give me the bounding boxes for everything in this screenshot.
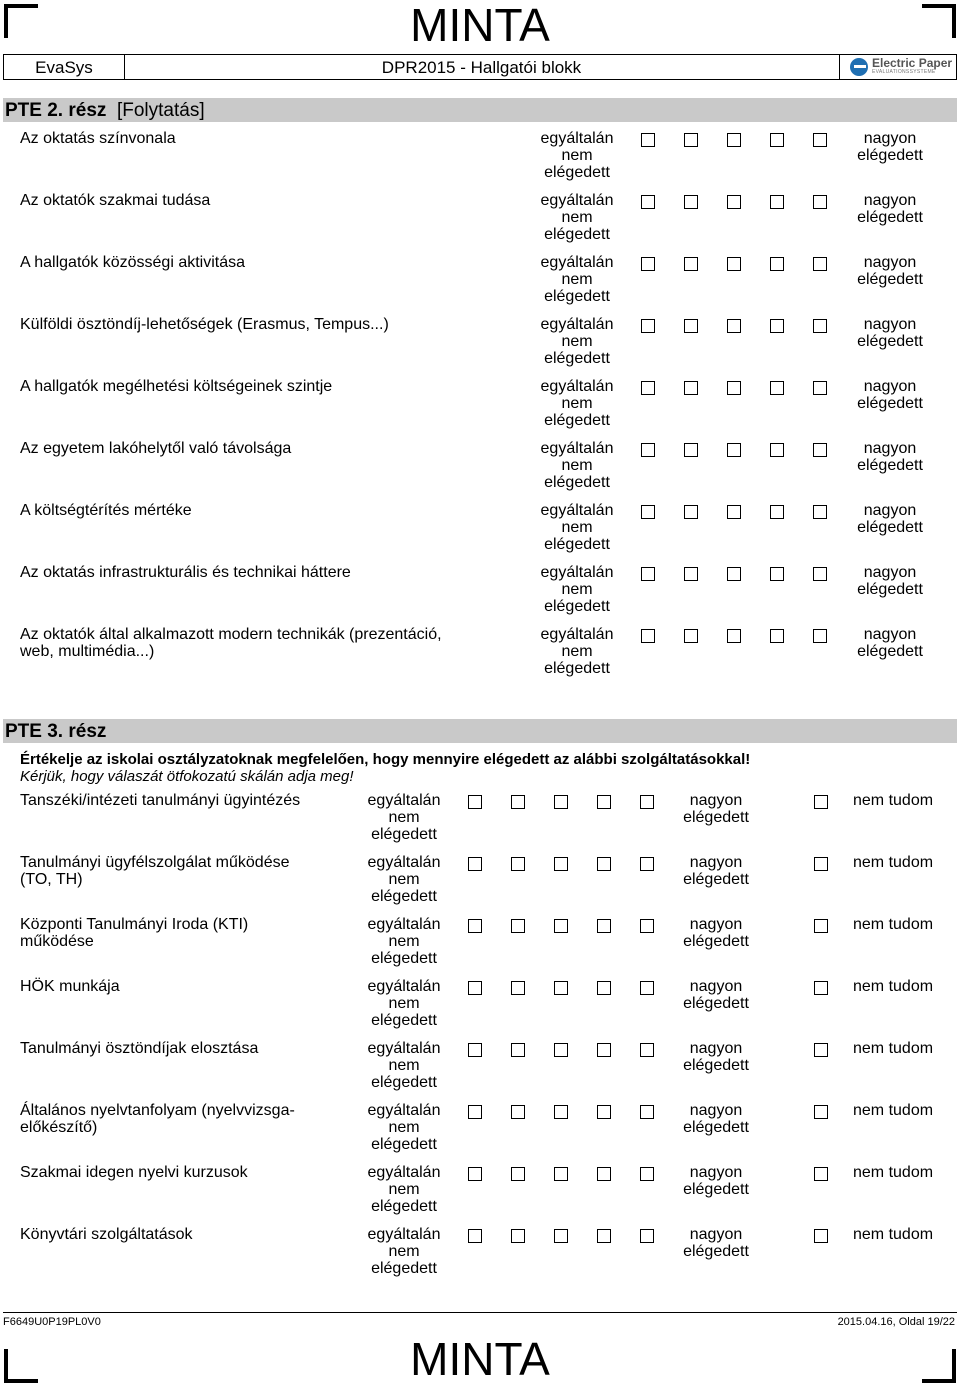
rating-checkbox-5[interactable] xyxy=(640,857,654,871)
section-continued: [Folytatás] xyxy=(116,100,205,121)
question-text xyxy=(20,130,176,147)
question-text xyxy=(20,1164,248,1181)
text-line: Az oktatás infrastrukturális és technikai háttere xyxy=(20,564,351,581)
text-line: Külföldi ösztöndíj-lehetőségek (Erasmus, Tempus...) xyxy=(20,316,389,333)
rating-checkbox-4[interactable] xyxy=(597,795,611,809)
scale-low-label xyxy=(530,564,624,615)
question-text xyxy=(20,440,291,457)
text-line: elégedett xyxy=(683,809,749,826)
dont-know-checkbox[interactable] xyxy=(814,1043,828,1057)
text-line: elégedett xyxy=(857,147,923,164)
text-line: nem xyxy=(561,395,593,412)
rating-checkbox-5[interactable] xyxy=(813,567,827,581)
logo-icon xyxy=(850,58,868,76)
scale-high-label xyxy=(848,130,932,164)
question-text xyxy=(20,916,248,950)
question-row xyxy=(0,1040,960,1100)
rating-checkbox-3[interactable] xyxy=(554,1229,568,1243)
text-line: egyáltalán xyxy=(367,978,441,995)
question-text xyxy=(20,626,442,660)
text-line: Az oktatók szakmai tudása xyxy=(20,192,211,209)
scale-high-label xyxy=(848,440,932,474)
text-line: elégedett xyxy=(857,519,923,536)
text-line: nem xyxy=(388,1243,420,1260)
text-line: elégedett xyxy=(857,333,923,350)
dont-know-checkbox[interactable] xyxy=(814,919,828,933)
scale-low-label xyxy=(530,440,624,491)
rating-checkbox-4[interactable] xyxy=(770,381,784,395)
electric-paper-logo xyxy=(840,55,956,79)
rating-checkbox-3[interactable] xyxy=(554,1167,568,1181)
text-line: nem xyxy=(561,147,593,164)
text-line: elégedett xyxy=(683,1057,749,1074)
dont-know-checkbox[interactable] xyxy=(814,1229,828,1243)
text-line: nem xyxy=(388,995,420,1012)
text-line: egyáltalán xyxy=(367,916,441,933)
question-text xyxy=(20,192,210,209)
dont-know-label: nem tudom xyxy=(853,1040,934,1057)
rating-checkbox-2[interactable] xyxy=(684,443,698,457)
section-title: PTE 2. rész xyxy=(5,100,107,121)
text-line: egyáltalán xyxy=(540,254,614,271)
scale-high-label xyxy=(848,564,932,598)
rating-checkbox-1[interactable] xyxy=(641,443,655,457)
text-line: elégedett xyxy=(371,1012,437,1029)
rating-checkbox-4[interactable] xyxy=(597,857,611,871)
rating-checkbox-3[interactable] xyxy=(554,919,568,933)
scale-low-label xyxy=(530,502,624,553)
text-line: Tanszéki/intézeti tanulmányi ügyintézés xyxy=(20,792,301,809)
rating-checkbox-2[interactable] xyxy=(684,381,698,395)
text-line: előkészítő) xyxy=(20,1119,98,1136)
question-row xyxy=(0,440,960,500)
scale-low-label xyxy=(530,378,624,429)
rating-checkbox-2[interactable] xyxy=(684,505,698,519)
rating-checkbox-5[interactable] xyxy=(813,319,827,333)
text-line: elégedett xyxy=(683,871,749,888)
rating-checkbox-1[interactable] xyxy=(468,1167,482,1181)
text-line: nagyon xyxy=(863,564,917,581)
rating-checkbox-3[interactable] xyxy=(727,505,741,519)
question-text xyxy=(20,502,192,519)
scale-low-label xyxy=(357,1040,451,1091)
rating-checkbox-5[interactable] xyxy=(813,381,827,395)
text-line: elégedett xyxy=(857,581,923,598)
rating-checkbox-4[interactable] xyxy=(597,919,611,933)
footer-divider xyxy=(3,1312,957,1313)
scale-low-label xyxy=(530,254,624,305)
dont-know-checkbox[interactable] xyxy=(814,795,828,809)
form-title: DPR2015 - Hallgatói blokk xyxy=(124,55,840,79)
dont-know-label: nem tudom xyxy=(853,792,934,809)
text-line: nem xyxy=(388,1181,420,1198)
rating-checkbox-1[interactable] xyxy=(468,795,482,809)
text-line: nem xyxy=(388,809,420,826)
dont-know-checkbox[interactable] xyxy=(814,981,828,995)
rating-checkbox-3[interactable] xyxy=(727,567,741,581)
text-line: elégedett xyxy=(544,288,610,305)
text-line: nagyon xyxy=(863,192,917,209)
rating-checkbox-1[interactable] xyxy=(641,381,655,395)
rating-checkbox-5[interactable] xyxy=(813,443,827,457)
text-line: nem xyxy=(561,643,593,660)
question-text xyxy=(20,854,289,888)
question-text xyxy=(20,1102,295,1136)
text-line: nagyon xyxy=(863,254,917,271)
text-line: elégedett xyxy=(857,643,923,660)
rating-checkbox-2[interactable] xyxy=(684,257,698,271)
text-line: egyáltalán xyxy=(367,854,441,871)
text-line: elégedett xyxy=(544,660,610,677)
rating-checkbox-4[interactable] xyxy=(597,1043,611,1057)
scale-low-label xyxy=(530,316,624,367)
scale-high-label xyxy=(848,316,932,350)
scale-high-label xyxy=(848,626,932,660)
rating-checkbox-4[interactable] xyxy=(597,1105,611,1119)
text-line: elégedett xyxy=(544,598,610,615)
question-text xyxy=(20,254,245,271)
text-line: elégedett xyxy=(857,209,923,226)
text-line: nem xyxy=(388,1057,420,1074)
question-row xyxy=(0,792,960,852)
text-line: egyáltalán xyxy=(540,192,614,209)
instruction-text: Értékelje az iskolai osztályzatoknak megfelelően, hogy mennyire elégedett az alábbi szolgáltatásokkal! xyxy=(20,751,751,768)
text-line: egyáltalán xyxy=(367,1102,441,1119)
text-line: HÖK munkája xyxy=(20,978,120,995)
rating-checkbox-5[interactable] xyxy=(813,257,827,271)
text-line: elégedett xyxy=(371,826,437,843)
text-line: A hallgatók megélhetési költségeinek szintje xyxy=(20,378,333,395)
scale-low-label xyxy=(530,192,624,243)
dont-know-label: nem tudom xyxy=(853,916,934,933)
scale-low-label xyxy=(357,1102,451,1153)
text-line: elégedett xyxy=(683,933,749,950)
question-text xyxy=(20,378,332,395)
text-line: Központi Tanulmányi Iroda (KTI) xyxy=(20,916,249,933)
question-row xyxy=(0,978,960,1038)
question-text xyxy=(20,316,389,333)
question-text xyxy=(20,564,351,581)
question-text xyxy=(20,978,120,995)
question-row xyxy=(0,378,960,438)
scale-low-label xyxy=(530,130,624,181)
question-row xyxy=(0,130,960,190)
rating-checkbox-2[interactable] xyxy=(511,1167,525,1181)
rating-checkbox-4[interactable] xyxy=(770,567,784,581)
dont-know-label: nem tudom xyxy=(853,1226,934,1243)
rating-checkbox-5[interactable] xyxy=(640,1105,654,1119)
dont-know-checkbox[interactable] xyxy=(814,1167,828,1181)
text-line: működése xyxy=(20,933,94,950)
rating-checkbox-2[interactable] xyxy=(511,857,525,871)
text-line: nagyon xyxy=(863,502,917,519)
section-heading-part3 xyxy=(3,719,957,743)
rating-checkbox-1[interactable] xyxy=(641,319,655,333)
scale-high-label xyxy=(848,192,932,226)
text-line: nem xyxy=(388,1119,420,1136)
rating-checkbox-3[interactable] xyxy=(554,1043,568,1057)
question-text xyxy=(20,792,300,809)
text-line: egyáltalán xyxy=(367,1226,441,1243)
text-line: nem xyxy=(388,871,420,888)
scale-high-label xyxy=(848,502,932,536)
text-line: nagyon xyxy=(689,854,743,871)
watermark-bottom: MINTA xyxy=(410,1333,550,1385)
rating-checkbox-3[interactable] xyxy=(554,795,568,809)
text-line: elégedett xyxy=(371,1260,437,1277)
text-line: nagyon xyxy=(689,1040,743,1057)
rating-checkbox-1[interactable] xyxy=(641,133,655,147)
rating-checkbox-5[interactable] xyxy=(813,629,827,643)
rating-checkbox-3[interactable] xyxy=(727,133,741,147)
text-line: nagyon xyxy=(863,378,917,395)
question-text xyxy=(20,1226,193,1243)
scale-low-label xyxy=(357,792,451,843)
rating-checkbox-2[interactable] xyxy=(684,319,698,333)
scale-low-label xyxy=(530,626,624,677)
rating-checkbox-1[interactable] xyxy=(641,505,655,519)
text-line: elégedett xyxy=(683,1119,749,1136)
text-line: elégedett xyxy=(371,1198,437,1215)
rating-checkbox-1[interactable] xyxy=(468,857,482,871)
rating-checkbox-1[interactable] xyxy=(468,981,482,995)
rating-checkbox-3[interactable] xyxy=(554,857,568,871)
rating-checkbox-2[interactable] xyxy=(684,567,698,581)
scale-high-label xyxy=(674,1164,758,1198)
text-line: elégedett xyxy=(544,474,610,491)
text-line: nagyon xyxy=(863,130,917,147)
scale-low-label xyxy=(357,854,451,905)
text-line: egyáltalán xyxy=(540,378,614,395)
text-line: nagyon xyxy=(689,792,743,809)
section-heading-part2 xyxy=(3,98,957,122)
logo-subtext: EVALUATIONSSYSTEME xyxy=(872,69,936,75)
rating-checkbox-1[interactable] xyxy=(641,257,655,271)
text-line: web, multimédia...) xyxy=(20,643,155,660)
logo-text: Electric Paper xyxy=(872,56,953,70)
text-line: Az egyetem lakóhelytől való távolsága xyxy=(20,440,292,457)
text-line: nagyon xyxy=(689,1102,743,1119)
rating-checkbox-4[interactable] xyxy=(597,981,611,995)
scale-high-label xyxy=(848,378,932,412)
text-line: nem xyxy=(388,933,420,950)
question-row xyxy=(0,564,960,624)
scale-high-label xyxy=(674,978,758,1012)
rating-checkbox-4[interactable] xyxy=(770,505,784,519)
text-line: nem xyxy=(561,581,593,598)
rating-checkbox-2[interactable] xyxy=(511,1105,525,1119)
text-line: nem xyxy=(561,519,593,536)
text-line: elégedett xyxy=(857,395,923,412)
question-row xyxy=(0,916,960,976)
text-line: elégedett xyxy=(544,350,610,367)
scale-high-label xyxy=(674,792,758,826)
text-line: nagyon xyxy=(689,1226,743,1243)
system-name: EvaSys xyxy=(4,55,125,79)
text-line: elégedett xyxy=(683,1243,749,1260)
text-line: egyáltalán xyxy=(540,440,614,457)
rating-checkbox-2[interactable] xyxy=(684,629,698,643)
text-line: nagyon xyxy=(689,1164,743,1181)
dont-know-checkbox[interactable] xyxy=(814,1105,828,1119)
form-header xyxy=(3,54,957,80)
question-row xyxy=(0,316,960,376)
rating-checkbox-5[interactable] xyxy=(640,1167,654,1181)
watermark-top: MINTA xyxy=(410,0,550,51)
question-row xyxy=(0,626,960,686)
scale-low-label xyxy=(357,1164,451,1215)
rating-checkbox-4[interactable] xyxy=(770,133,784,147)
text-line: elégedett xyxy=(683,1181,749,1198)
text-line: egyáltalán xyxy=(540,316,614,333)
text-line: elégedett xyxy=(371,1136,437,1153)
rating-checkbox-1[interactable] xyxy=(641,629,655,643)
rating-checkbox-4[interactable] xyxy=(770,629,784,643)
rating-checkbox-1[interactable] xyxy=(468,1043,482,1057)
rating-checkbox-5[interactable] xyxy=(640,1043,654,1057)
dont-know-checkbox[interactable] xyxy=(814,857,828,871)
rating-checkbox-4[interactable] xyxy=(597,1229,611,1243)
rating-checkbox-4[interactable] xyxy=(597,1167,611,1181)
rating-checkbox-3[interactable] xyxy=(727,443,741,457)
text-line: nagyon xyxy=(863,316,917,333)
text-line: nem xyxy=(561,457,593,474)
text-line: Könyvtári szolgáltatások xyxy=(20,1226,193,1243)
rating-checkbox-4[interactable] xyxy=(770,257,784,271)
rating-checkbox-3[interactable] xyxy=(727,257,741,271)
text-line: egyáltalán xyxy=(367,1164,441,1181)
text-line: A hallgatók közösségi aktivitása xyxy=(20,254,246,271)
text-line: egyáltalán xyxy=(367,1040,441,1057)
text-line: elégedett xyxy=(683,995,749,1012)
text-line: (TO, TH) xyxy=(20,871,83,888)
text-line: egyáltalán xyxy=(540,130,614,147)
rating-checkbox-2[interactable] xyxy=(511,1229,525,1243)
text-line: elégedett xyxy=(857,457,923,474)
question-text xyxy=(20,1040,258,1057)
rating-checkbox-3[interactable] xyxy=(554,1105,568,1119)
rating-checkbox-1[interactable] xyxy=(468,919,482,933)
text-line: elégedett xyxy=(544,412,610,429)
question-row xyxy=(0,854,960,914)
rating-checkbox-1[interactable] xyxy=(641,195,655,209)
rating-checkbox-5[interactable] xyxy=(640,919,654,933)
scale-low-label xyxy=(357,916,451,967)
text-line: elégedett xyxy=(544,164,610,181)
text-line: nagyon xyxy=(689,978,743,995)
rating-checkbox-3[interactable] xyxy=(727,195,741,209)
text-line: nagyon xyxy=(863,440,917,457)
dont-know-label: nem tudom xyxy=(853,978,934,995)
question-row xyxy=(0,1226,960,1286)
rating-checkbox-4[interactable] xyxy=(770,319,784,333)
rating-checkbox-2[interactable] xyxy=(511,981,525,995)
form-code: F6649U0P19PL0V0 xyxy=(3,1316,101,1328)
rating-checkbox-2[interactable] xyxy=(511,919,525,933)
scale-low-label xyxy=(357,1226,451,1277)
text-line: egyáltalán xyxy=(367,792,441,809)
text-line: Szakmai idegen nyelvi kurzusok xyxy=(20,1164,248,1181)
rating-checkbox-5[interactable] xyxy=(813,505,827,519)
text-line: Az oktatók által alkalmazott modern technikák (prezentáció, xyxy=(20,626,442,643)
scale-high-label xyxy=(674,854,758,888)
rating-checkbox-4[interactable] xyxy=(770,195,784,209)
rating-checkbox-3[interactable] xyxy=(727,381,741,395)
rating-checkbox-2[interactable] xyxy=(684,195,698,209)
question-row xyxy=(0,1164,960,1224)
scale-high-label xyxy=(674,1226,758,1260)
text-line: elégedett xyxy=(544,226,610,243)
scale-high-label xyxy=(674,916,758,950)
text-line: elégedett xyxy=(544,536,610,553)
text-line: egyáltalán xyxy=(540,564,614,581)
scale-low-label xyxy=(357,978,451,1029)
dont-know-label: nem tudom xyxy=(853,1164,934,1181)
rating-checkbox-2[interactable] xyxy=(511,1043,525,1057)
text-line: egyáltalán xyxy=(540,626,614,643)
question-row xyxy=(0,1102,960,1162)
text-line: elégedett xyxy=(857,271,923,288)
rating-checkbox-5[interactable] xyxy=(813,133,827,147)
rating-checkbox-5[interactable] xyxy=(640,795,654,809)
rating-checkbox-1[interactable] xyxy=(468,1229,482,1243)
text-line: elégedett xyxy=(371,1074,437,1091)
dont-know-label: nem tudom xyxy=(853,1102,934,1119)
text-line: Tanulmányi ösztöndíjak elosztása xyxy=(20,1040,259,1057)
scale-high-label xyxy=(674,1040,758,1074)
text-line: nagyon xyxy=(689,916,743,933)
text-line: elégedett xyxy=(371,950,437,967)
text-line: Tanulmányi ügyfélszolgálat működése xyxy=(20,854,290,871)
dont-know-label: nem tudom xyxy=(853,854,934,871)
rating-checkbox-1[interactable] xyxy=(641,567,655,581)
page-info: 2015.04.16, Oldal 19/22 xyxy=(837,1316,955,1328)
rating-checkbox-4[interactable] xyxy=(770,443,784,457)
text-line: A költségtérítés mértéke xyxy=(20,502,192,519)
rating-checkbox-2[interactable] xyxy=(511,795,525,809)
rating-checkbox-2[interactable] xyxy=(684,133,698,147)
text-line: egyáltalán xyxy=(540,502,614,519)
rating-checkbox-3[interactable] xyxy=(727,319,741,333)
text-line: nem xyxy=(561,271,593,288)
rating-checkbox-3[interactable] xyxy=(554,981,568,995)
scale-high-label xyxy=(848,254,932,288)
section-title: PTE 3. rész xyxy=(5,721,107,742)
text-line: nem xyxy=(561,333,593,350)
rating-checkbox-5[interactable] xyxy=(813,195,827,209)
text-line: nem xyxy=(561,209,593,226)
rating-checkbox-3[interactable] xyxy=(727,629,741,643)
question-row xyxy=(0,192,960,252)
text-line: elégedett xyxy=(371,888,437,905)
question-row xyxy=(0,254,960,314)
text-line: nagyon xyxy=(863,626,917,643)
rating-checkbox-5[interactable] xyxy=(640,1229,654,1243)
text-line: Az oktatás színvonala xyxy=(20,130,176,147)
text-line: Általános nyelvtanfolyam (nyelvvizsga- xyxy=(20,1102,295,1119)
rating-checkbox-1[interactable] xyxy=(468,1105,482,1119)
question-row xyxy=(0,502,960,562)
instruction-hint: Kérjük, hogy válaszát ötfokozatú skálán adja meg! xyxy=(20,768,354,785)
scale-high-label xyxy=(674,1102,758,1136)
rating-checkbox-5[interactable] xyxy=(640,981,654,995)
